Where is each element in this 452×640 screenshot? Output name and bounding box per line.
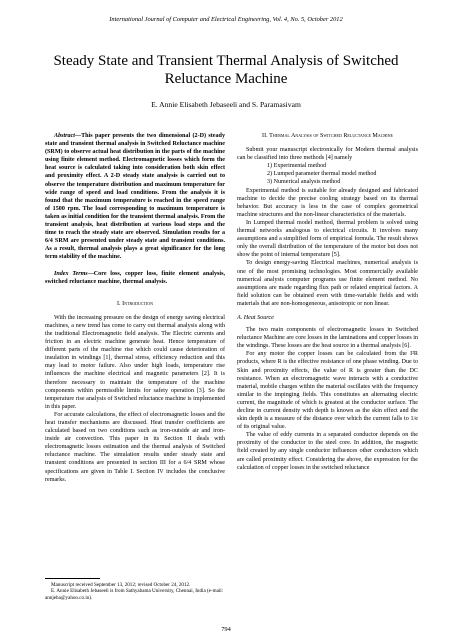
abstract-text: —This paper presents the two dimensional (2-D) steady state and transient thermal analysis in Switched Reluctance machine (SRM) to observe actual heat distribution in the parts of the machine using finite element method. Electromagnetic losses which form the heat source is calculated taking into consideration both skin effect and proximity effect. A 2-D steady state analysis is carried out to observe the temperature distribution and maximum temperature for wide range of speed and load conditions. From the analysis it is found that the maximum temperature is reached in the speed range of 1500 rpm. The load corresponding to maximum temperature is taken as initial condition for the transient thermal analysis. From the transient analysis, heat distribution at various load steps and the time to reach the steady state are observed. Simulation results for a 6/4 SRM are presented under steady state and transient conditions. As a result, thermal analysis plays a great significance for the long term stability of the machine. <box>45 133 225 261</box>
paragraph: For any motor the copper losses can be calculated from the I²R products, where R is the effective resistance of one phase winding. Due to Skin and proximity effects, the value of R is greater than the DC resistance. When an electromagnetic wave interacts with a conductive material, mobile charges within the material oscillates with the frequency similar to the impinging fields. This constitutes an alternating electric current, the magnitude of which is greatest at the conductor surface. The decline in current density with depth is known as the skin effect and the skin depth is a measure of the distance over which the current falls to 1/e of its original value. <box>237 351 418 431</box>
right-column <box>237 132 418 472</box>
footnotes <box>45 582 225 601</box>
section-title: Thermal Analysis of Switched Reluctance Machine <box>269 133 393 139</box>
footnote: E. Annie Elisabeth Jebaseeli is from Sathyabama University, Chennai, India (e-mail: annjeba@yahoo.co.in). <box>45 588 224 601</box>
section-title: Introduction <box>122 300 153 307</box>
list-item: 1) Experimental method <box>267 163 327 170</box>
footnote-rule <box>45 578 100 579</box>
list-item: 2) Lumped parameter thermal model method <box>267 171 377 178</box>
paragraph: Experimental method is suitable for already designed and fabricated machine to decide the precise cooling strategy based on its thermal behavior. But accuracy is less in the case of complex geometrical machine structures and the non-linear characteristics of the materials. <box>237 187 418 218</box>
section-number: II. <box>262 133 268 139</box>
title-line-1: Steady State and Transient Thermal Analysis of Switched <box>53 53 399 69</box>
paragraph: To design energy-saving Electrical machines, numerical analysis is one of the most promising technologies. Most commercially available numerical analysis computer programs use finite element method. No assumptions are made regarding flux path or related empirical factors. A field solution can be obtained even with time-variable fields and with materials that are non-homogeneous, anisotropic or non linear. <box>237 260 418 307</box>
title-line-2: Reluctance Machine <box>164 71 288 87</box>
paragraph: The value of eddy currents in a separated conductor depends on the proximity of the conductor to the steel core. In addition, the magnetic field created by any single conductor influences other conductors which are called proximity effect. Considering the above, the expression for the calculation of copper losses in the switched reluctance <box>237 432 418 471</box>
page-number: 794 <box>221 626 231 633</box>
authors: E. Annie Elisabeth Jebaseeli and S. Paramasivam <box>151 100 301 109</box>
section-number: I. <box>116 300 121 307</box>
index-terms-text: —Core loss, copper loss, finite element analysis, switched reluctance machine, thermal analysis. <box>45 270 225 285</box>
abstract-label: Abstract <box>54 133 75 139</box>
section-heading-thermal-analysis <box>237 132 418 140</box>
left-column <box>45 132 225 484</box>
list-item: 3) Numerical analysis method <box>267 179 341 186</box>
running-header: International Journal of Computer and Electrical Engineering, Vol. 4, No. 5, October 2012 <box>109 16 343 23</box>
footnote: Manuscript received September 13, 2012; revised October 24, 2012. <box>51 582 191 588</box>
paragraph: With the increasing pressure on the design of energy saving electrical machines, a new trend has come to carry out thermal analysis along with the traditional Electromagnetic field analysis. The Electric currents and friction in an electric machine generate heat. Hence temperature of different parts of the machine rise which could cause deterioration of insulation in windings [1], thermal stress, efficiency reduction and this may lead to motor failure. Also under high loads, temperature rise influences the machine electrical and magnetic parameters [2]. It is therefore necessary to maintain the temperature of the machine components within permissible limits for safety operation [3]. So the temperature rise analysis of Switched reluctance machine is implemented in this paper. <box>45 314 225 410</box>
abstract <box>45 132 225 262</box>
paragraph: The two main components of electromagnetic losses in Switched reluctance Machine are core losses in the laminations and copper losses in the windings. These losses are the heat source in a thermal analysis [6]. <box>237 327 418 350</box>
paragraph: In Lumped thermal model method, thermal problem is solved using thermal networks analogous to electrical circuits. It involves many assumptions and a simplified form of empirical formula. The result shows only the overall distribution of the temperature of the motor but does not show the point of internal temperature [5]. <box>237 219 418 259</box>
paragraph: Submit your manuscript electronically for Modern thermal analysis can be classified into three methods [4] namely <box>237 147 418 162</box>
section-heading-introduction <box>45 300 225 308</box>
paper-title <box>40 52 412 88</box>
index-terms <box>45 270 225 286</box>
subsection-heading: A. Heat Source <box>237 314 274 321</box>
index-terms-label: Index Terms <box>54 270 88 277</box>
paragraph: For accurate calculations, the effect of electromagnetic losses and the heat transfer mechanisms are discussed. Heat transfer coefficients are calculated based on two conditions such as iron-outside air and iron- inside air convection. This paper in its Section II deals with electromagnetic losses estimation and the thermal analysis of Switched reluctance machine. The simulation results under steady state and transient conditions are presented in section III for a 6/4 SRM whose specifications are given in Table I. Section IV includes the conclusive remarks. <box>45 411 225 483</box>
